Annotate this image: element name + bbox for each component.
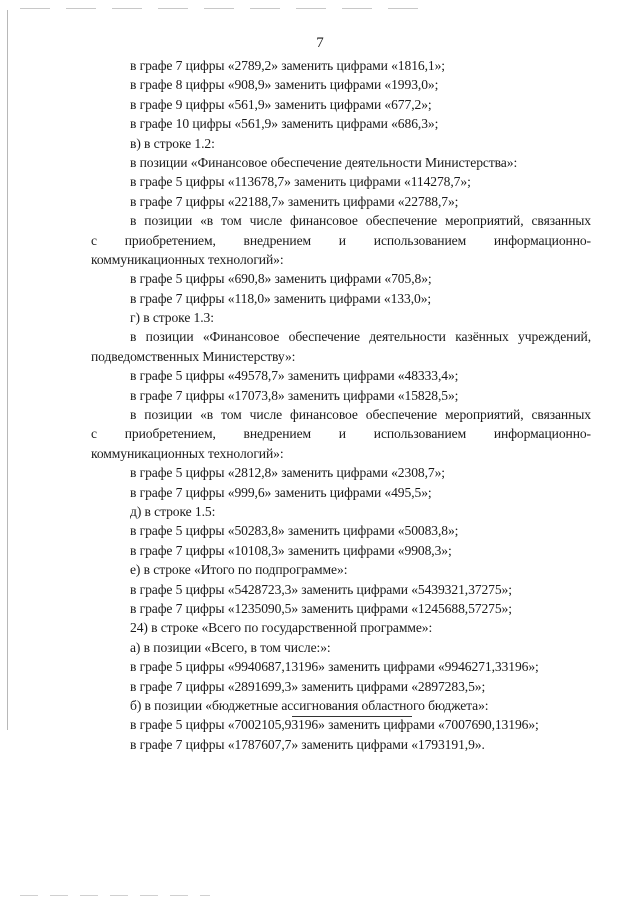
scan-edge-top [20, 8, 420, 9]
text-line: в графе 7 цифры «1235090,5» заменить цифрами «1245688,57275»; [130, 600, 512, 616]
document-body [91, 56, 591, 754]
text-line: коммуникационных технологий»: [91, 251, 284, 267]
text-line: в графе 5 цифры «49578,7» заменить цифрами «48333,4»; [130, 368, 459, 384]
text-line: в графе 7 цифры «118,0» заменить цифрами «133,0»; [130, 290, 432, 306]
text-line: в графе 7 цифры «10108,3» заменить цифрами «9908,3»; [130, 542, 452, 558]
text-line: в графе 5 цифры «9940687,13196» заменить цифрами «9946271,33196»; [130, 659, 539, 675]
text-line: в графе 5 цифры «690,8» заменить цифрами «705,8»; [130, 271, 432, 287]
text-line: с приобретением, внедрением и использованием информационно- [91, 426, 591, 442]
text-line: в графе 5 цифры «7002105,93196» заменить цифрами «7007690,13196»; [130, 717, 539, 733]
text-line: в позиции «Финансовое обеспечение деятельности Министерства»: [130, 154, 518, 170]
text-line: в позиции «в том числе финансовое обеспечение мероприятий, связанных [130, 407, 591, 423]
text-line: в графе 5 цифры «2812,8» заменить цифрами «2308,7»; [130, 465, 445, 481]
text-line: в графе 7 цифры «22188,7» заменить цифрами «22788,7»; [130, 193, 459, 209]
text-line: в графе 5 цифры «113678,7» заменить цифрами «114278,7»; [130, 174, 471, 190]
text-line: г) в строке 1.3: [130, 310, 214, 326]
text-line: в графе 7 цифры «2789,2» заменить цифрами «1816,1»; [130, 58, 445, 73]
text-line: в графе 9 цифры «561,9» заменить цифрами «677,2»; [130, 96, 432, 112]
text-line: а) в позиции «Всего, в том числе:»: [130, 639, 331, 655]
text-line: 24) в строке «Всего по государственной программе»: [130, 620, 433, 636]
text-line: д) в строке 1.5: [130, 503, 216, 519]
text-line: в позиции «Финансовое обеспечение деятельности казённых учреждений, [130, 329, 591, 345]
text-line: е) в строке «Итого по подпрограмме»: [130, 562, 348, 578]
scan-edge-bottom [20, 895, 210, 896]
text-line: б) в позиции «бюджетные ассигнования областного бюджета»: [130, 697, 489, 713]
text-line: в графе 10 цифры «561,9» заменить цифрами «686,3»; [130, 116, 439, 132]
text-line: в) в строке 1.2: [130, 135, 215, 151]
end-separator-line [292, 716, 412, 717]
text-line: в графе 7 цифры «17073,8» заменить цифрами «15828,5»; [130, 387, 459, 403]
text-line: с приобретением, внедрением и использованием информационно- [91, 232, 591, 248]
text-line: в графе 7 цифры «999,6» заменить цифрами «495,5»; [130, 484, 432, 500]
page-number: 7 [316, 35, 324, 51]
text-line: в графе 7 цифры «1787607,7» заменить цифрами «1793191,9». [130, 736, 485, 752]
text-line: подведомственных Министерству»: [91, 348, 296, 364]
text-line: коммуникационных технологий»: [91, 445, 284, 461]
text-line: в графе 7 цифры «2891699,3» заменить цифрами «2897283,5»; [130, 678, 486, 694]
text-line: в позиции «в том числе финансовое обеспечение мероприятий, связанных [130, 213, 591, 229]
text-line: в графе 5 цифры «50283,8» заменить цифрами «50083,8»; [130, 523, 459, 539]
text-line: в графе 5 цифры «5428723,3» заменить цифрами «5439321,37275»; [130, 581, 512, 597]
text-line: в графе 8 цифры «908,9» заменить цифрами «1993,0»; [130, 77, 439, 93]
scan-edge-left [7, 10, 8, 730]
